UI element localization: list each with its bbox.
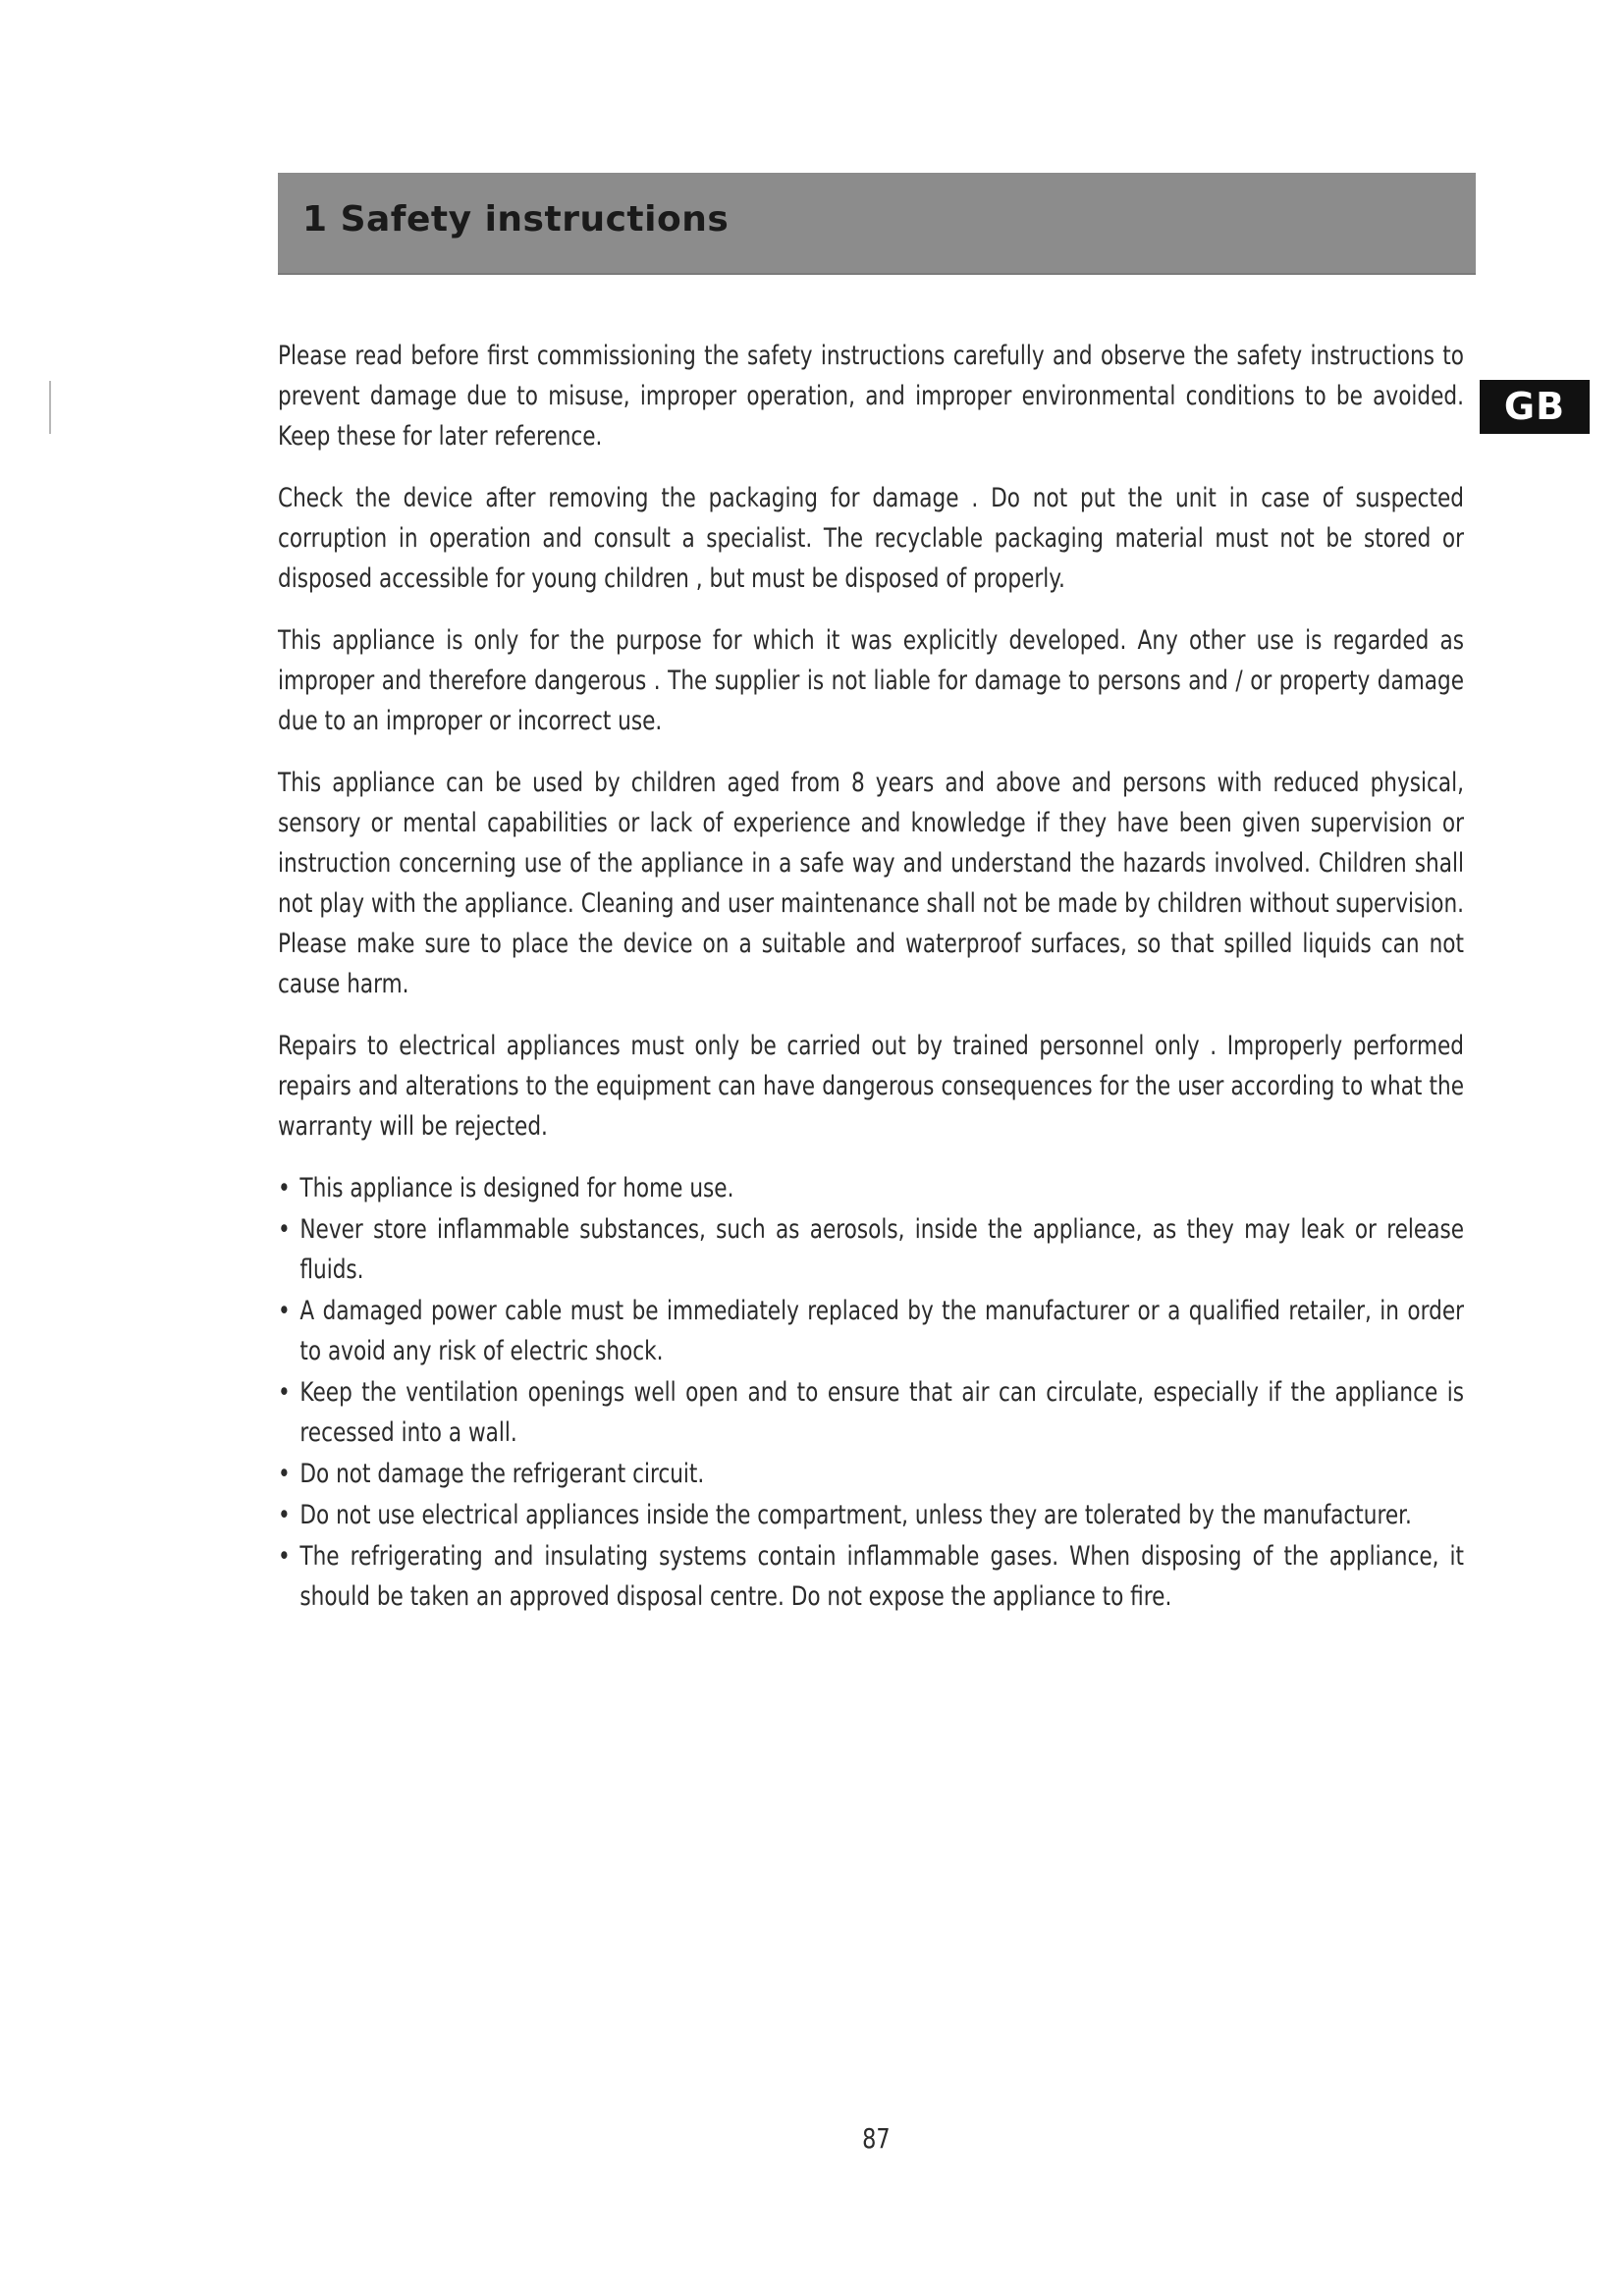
list-item: • Do not use electrical appliances inside the compartment, unless they are tolerated by the manufacturer. <box>278 1495 1464 1535</box>
list-item: • The refrigerating and insulating systems contain inflammable gases. When disposing of the appliance, it should be taken an approved disposal centre. Do not expose the appliance to fire. <box>278 1536 1464 1617</box>
paragraph-packaging-check: Check the device after removing the packaging for damage . Do not put the unit in case of suspected corruption in operation and consult a specialist. The recyclable packaging material must not be stored or disposed accessible for young children , but must be disposed of properly. <box>278 483 1464 594</box>
section-title: 1 Safety instructions <box>302 199 730 240</box>
section-header <box>278 173 1476 275</box>
page-number: 87 <box>862 2122 891 2155</box>
paragraph-repairs: Repairs to electrical appliances must only be carried out by trained personnel only . Improperly performed repairs and alterations to the equipment can have dangerous consequences for the user according to what the warranty will be rejected. <box>278 1031 1464 1142</box>
list-item: • Never store inflammable substances, such as aerosols, inside the appliance, as they may leak or release fluids. <box>278 1209 1464 1290</box>
paragraph-children-and-persons: This appliance can be used by children aged from 8 years and above and persons with reduced physical, sensory or mental capabilities or lack of experience and knowledge if they have been given supervision or instruction concerning use of the appliance in a safe way and understand the hazards involved. Children shall not play with the appliance. Cleaning and user maintenance shall not be made by children without supervision. Please make sure to place the device on a suitable and waterproof surfaces, so that spilled liquids can not cause harm. <box>278 768 1464 999</box>
list-item: • A damaged power cable must be immediately replaced by the manufacturer or a qualified retailer, in order to avoid any risk of electric shock. <box>278 1291 1464 1371</box>
paragraph-intended-use: This appliance is only for the purpose for which it was explicitly developed. Any other use is regarded as improper and therefore dangerous . The supplier is not liable for damage to persons and / or property damage due to an improper or incorrect use. <box>278 625 1464 736</box>
page-edge-mark <box>49 381 51 434</box>
list-item: • Do not damage the refrigerant circuit. <box>278 1454 1464 1494</box>
list-item: • Keep the ventilation openings well open and to ensure that air can circulate, especially if the appliance is recessed into a wall. <box>278 1372 1464 1453</box>
language-tab: GB <box>1480 380 1590 434</box>
list-item: • This appliance is designed for home use. <box>278 1168 1464 1208</box>
safety-bullet-list <box>278 1168 1464 1617</box>
paragraph-reading-advice: Please read before first commissioning the safety instructions carefully and observe the safety instructions to prevent damage due to misuse, improper operation, and improper environmental conditions to be avoided. Keep these for later reference. <box>278 341 1464 452</box>
body-text <box>278 336 1464 1618</box>
